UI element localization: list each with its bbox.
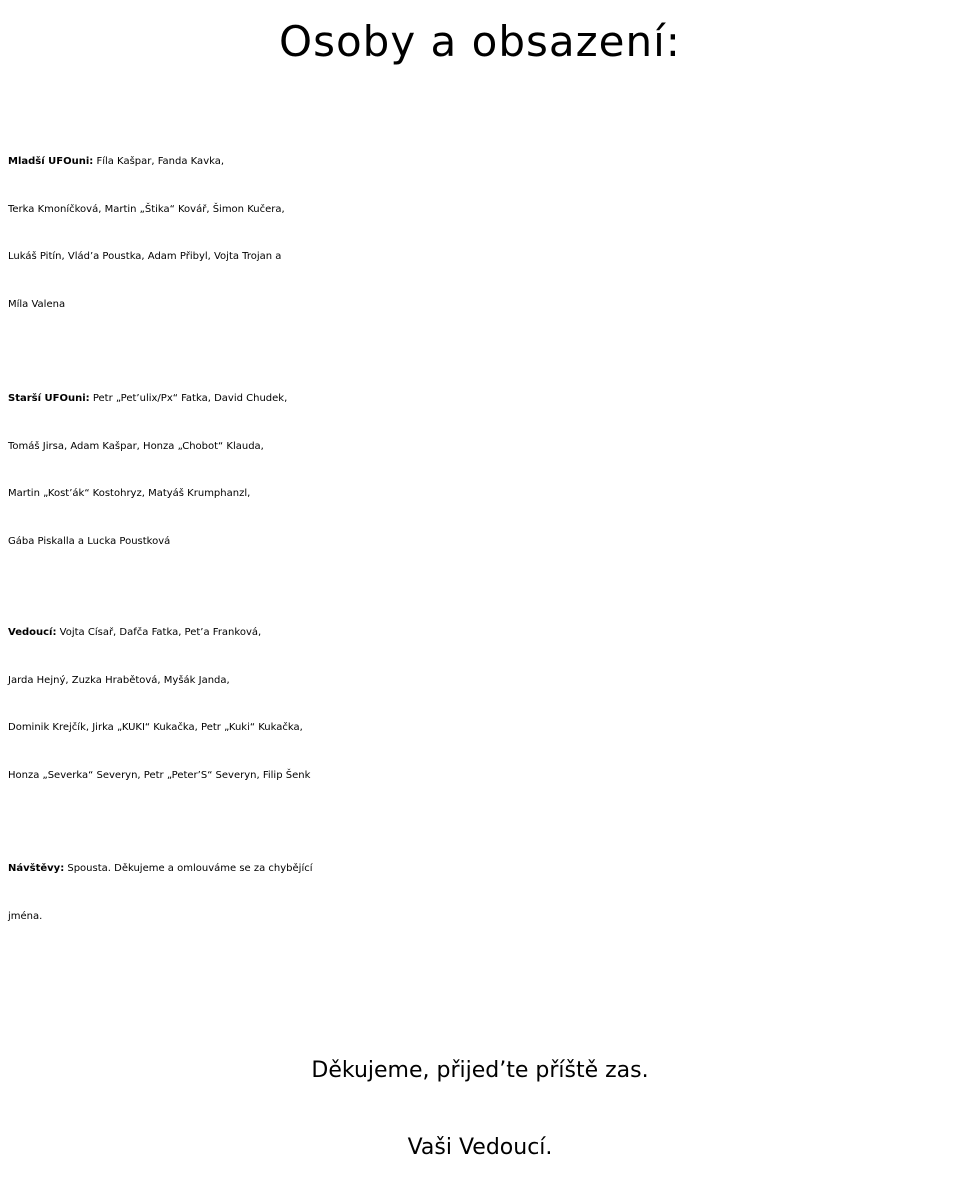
cast-names: Martin „Kost’ák“ Kostohryz, Matyáš Krumphanzl, — [8, 488, 251, 499]
section-navstevy — [8, 845, 958, 940]
cast-names: Fíla Kašpar, Fanda Kavka, — [93, 156, 225, 167]
section-text: jména. — [8, 910, 43, 922]
section-label: Mladší UFOuni: — [8, 156, 94, 167]
page-title: Osoby a obsazení: — [279, 17, 681, 66]
cast-names: Dominik Krejčík, Jirka „KUKI“ Kukačka, Petr „Kuki“ Kukačka, — [8, 722, 303, 733]
closing-signature: Vaši Vedoucí. — [407, 1135, 553, 1160]
section-label: Návštěvy: — [8, 863, 65, 874]
section-text: Spousta. Děkujeme a omlouváme se za chybějící — [64, 863, 313, 874]
cast-names: Petr „Pet’ulix/Px“ Fatka, David Chudek, — [89, 393, 288, 404]
section-first-line — [8, 845, 958, 893]
cast-names: Gába Piskalla a Lucka Poustková — [8, 535, 171, 547]
section-first-line — [8, 375, 958, 423]
cast-names: Míla Valena — [8, 298, 66, 310]
cast-names: Terka Kmoníčková, Martin „Štika“ Kovář, Šimon Kučera, — [8, 203, 285, 215]
cast-names: Lukáš Pitín, Vlád’a Poustka, Adam Přibyl, Vojta Trojan a — [8, 251, 282, 262]
cast-names: Tomáš Jirsa, Adam Kašpar, Honza „Chobot“ Klauda, — [8, 440, 264, 452]
section-label: Starší UFOuni: — [8, 393, 90, 404]
cast-names: Honza „Severka“ Severyn, Petr „Peter’S“ Severyn, Filip Šenk — [8, 769, 311, 781]
section-vedouci — [8, 609, 958, 799]
section-mladsi-ufouni — [8, 138, 958, 328]
section-first-line — [8, 609, 958, 657]
section-starsi-ufouni — [8, 375, 958, 565]
section-first-line — [8, 138, 958, 186]
cast-names: Vojta Císař, Dafča Fatka, Pet’a Franková, — [56, 627, 262, 638]
closing-thanks: Děkujeme, přijed’te příště zas. — [311, 1058, 649, 1083]
cast-names: Jarda Hejný, Zuzka Hrabětová, Myšák Janda, — [8, 674, 230, 686]
section-label: Vedoucí: — [8, 627, 57, 638]
